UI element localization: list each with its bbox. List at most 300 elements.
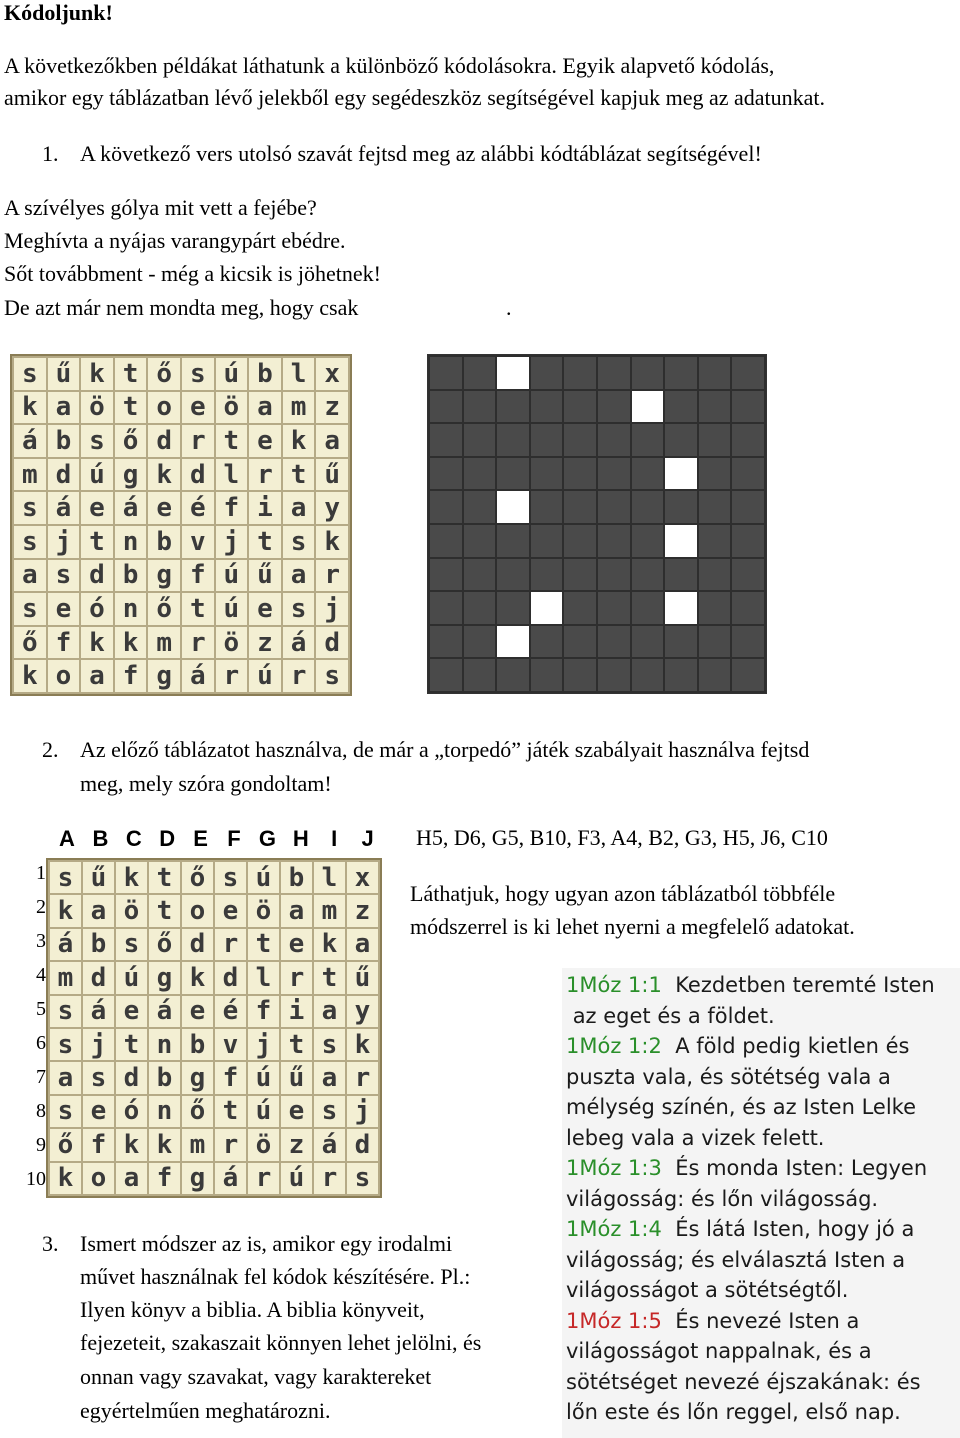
grid-row [13,491,349,525]
mask-cell [530,524,564,558]
verse-ref: 1Móz 1:1 [566,973,662,997]
mask-cell [496,591,530,625]
grid-cell: t [214,1095,247,1128]
grid-cell: ö [80,391,114,425]
column-label: J [361,826,374,851]
grid-cell: ö [215,391,249,425]
grid-cell: a [82,894,115,927]
grid-cell: a [49,1061,82,1094]
grid-cell: i [248,491,282,525]
grid-cell: b [148,1061,181,1094]
grid-cell: e [181,391,215,425]
grid-cell: v [214,1028,247,1061]
column-label: E [193,826,208,851]
verse-ref: 1Móz 1:2 [566,1034,662,1058]
grid-cell: i [280,995,313,1028]
mask-cell [731,423,765,457]
verse-1-line-2: az eget és a földet. [572,1003,775,1028]
mask-cell [429,524,463,558]
grid-cell: z [346,894,379,927]
grid-row [49,1061,379,1094]
grid-cell: d [181,458,215,492]
mask-cell [563,490,597,524]
grid-cell: k [80,357,114,391]
grid-cell: r [247,1162,280,1195]
column-label: A [59,826,75,851]
grid-cell: z [248,626,282,660]
grid-cell: k [282,424,316,458]
grid-cell: á [82,995,115,1028]
grid-cell: r [248,458,282,492]
grid-cell: ű [315,458,349,492]
task3-number: 3. [42,1231,59,1256]
grid-cell: t [313,961,346,994]
task3-line-2: művet használnak fel kódok készítésére. Pl.: [80,1264,471,1289]
mask-cell [530,558,564,592]
grid-row [49,894,379,927]
grid-row [49,1095,379,1128]
grid-cell: d [346,1128,379,1161]
mask-cell [731,356,765,390]
mask-cell [429,457,463,491]
grid-cell: a [315,424,349,458]
grid-cell: k [315,525,349,559]
mask-cell [597,457,631,491]
mask-cell [597,524,631,558]
grid-cell: d [80,559,114,593]
verse-5-line-2: világosságot nappalnak, és a [566,1339,872,1363]
mask-cell [463,356,497,390]
mask-cell [563,457,597,491]
grid-cell: a [282,491,316,525]
grid-cell: b [47,424,81,458]
verse-2-line-3: mélység színén, és az Isten Lelke [566,1095,916,1119]
grid-cell: m [147,626,181,660]
mask-cell [664,558,698,592]
grid-cell: ő [49,1128,82,1161]
grid-cell: ó [80,592,114,626]
mask-cell [496,524,530,558]
grid-cell: e [248,424,282,458]
task1-text: A következő vers utolsó szavát fejtsd meg az alábbi kódtáblázat segítségével! [80,141,762,166]
mask-cell [563,658,597,692]
grid-row [13,592,349,626]
task3-line-4: fejezeteit, szakaszait könnyen lehet jelölni, és [80,1330,482,1355]
grid-row [13,424,349,458]
grid-cell: z [315,391,349,425]
grid-cell: t [247,928,280,961]
grid-cell: r [181,424,215,458]
mask-cell [463,457,497,491]
grid-cell: t [148,894,181,927]
grid-cell: o [82,1162,115,1195]
grid-cell: r [346,1061,379,1094]
grid-cell: ú [215,559,249,593]
grid-cell: f [82,1128,115,1161]
bible-excerpt [562,968,960,1438]
grid-cell: s [13,357,47,391]
mask-cell [530,490,564,524]
grid-cell: k [114,626,148,660]
grid-cell: t [80,525,114,559]
grid-cell: á [214,1162,247,1195]
grid-cell: ő [114,424,148,458]
grid-cell: k [49,1162,82,1195]
grid-cell: n [114,525,148,559]
mask-cell [731,591,765,625]
grid-cell: j [346,1095,379,1128]
grid-cell: d [115,1061,148,1094]
grid-cell: ú [80,458,114,492]
mask-cell [563,356,597,390]
grid-cell: r [181,626,215,660]
grid-cell: r [280,961,313,994]
grid-cell: á [49,928,82,961]
mask-cell [597,490,631,524]
verse-ref: 1Móz 1:5 [566,1308,662,1333]
grid-cell: m [13,458,47,492]
mask-cell [698,524,732,558]
mask-cell [463,658,497,692]
grid-cell: k [13,391,47,425]
grid-cell: y [346,995,379,1028]
grid-cell: b [248,357,282,391]
mask-cell [496,390,530,424]
mask-hole [664,457,698,491]
grid-cell: ű [280,1061,313,1094]
mask-cell [664,625,698,659]
grid-cell: k [80,626,114,660]
mask-cell [463,591,497,625]
mask-cell [731,625,765,659]
grid-cell: á [282,626,316,660]
mask-cell [429,356,463,390]
mask-cell [698,423,732,457]
mask-cell [463,390,497,424]
note-line-1: Láthatjuk, hogy ugyan azon táblázatból többféle [410,881,836,906]
task2-line-1: Az előző táblázatot használva, de már a „torpedó” játék szabályait használva fejtsd [80,737,810,762]
mask-hole [664,591,698,625]
grid-cell: ú [247,1095,280,1128]
mask-cell [698,625,732,659]
grid-cell: e [248,592,282,626]
grid-cell: s [181,357,215,391]
row-label: 10 [26,1168,46,1190]
grid-cell: ő [147,357,181,391]
grid-cell: a [47,391,81,425]
grid-cell: e [280,928,313,961]
task3-line-1: Ismert módszer az is, amikor egy irodalmi [80,1231,453,1256]
grid-cell: á [114,491,148,525]
poem-line-4: De azt már nem mondta meg, hogy csak [4,295,359,320]
mask-cell [429,625,463,659]
mask-cell [631,558,665,592]
grid-cell: á [313,1128,346,1161]
grid-cell: g [148,961,181,994]
mask-cell [597,591,631,625]
verse-2-line-1: 1Móz 1:2 A föld pedig kietlen és [566,1034,910,1058]
poem-end-period: . [506,295,512,320]
grid-cell: s [49,1028,82,1061]
grid-cell: s [82,1061,115,1094]
column-label: G [258,826,276,851]
grid-cell: é [214,995,247,1028]
mask-cell [597,625,631,659]
grid-cell: a [313,1061,346,1094]
grid-cell: s [49,861,82,894]
verse-4-line-3: világosságot a sötétségtől. [566,1278,849,1302]
grid-cell: s [13,592,47,626]
mask-cell [463,490,497,524]
mask-cell [563,524,597,558]
grid-row [49,861,379,894]
grid-cell: b [114,559,148,593]
mask-cell [664,356,698,390]
mask-cell [664,658,698,692]
grid-cell: k [13,659,47,693]
mask-cell [731,390,765,424]
grid-cell: k [313,928,346,961]
grid-cell: ő [148,928,181,961]
mask-cell [631,457,665,491]
grid-row [13,525,349,559]
grid-cell: n [114,592,148,626]
column-label: F [227,826,241,851]
mask-cell [563,591,597,625]
task2-number: 2. [42,737,59,762]
grid-cell: a [13,559,47,593]
verse-3-line-2: világosság: és lőn világosság. [566,1186,879,1211]
mask-cell [530,457,564,491]
grid-cell: d [82,961,115,994]
grid-cell: m [313,894,346,927]
mask-cell [429,390,463,424]
grid-row [13,626,349,660]
grid-row [13,559,349,593]
grid-cell: e [147,491,181,525]
verse-4-line-2: világosság; és elválasztá Isten a [566,1247,906,1272]
mask-cell [631,591,665,625]
task3-line-3: Ilyen könyv a biblia. A biblia könyveit, [80,1297,425,1322]
mask-cell [429,490,463,524]
column-label: C [125,826,142,851]
grid-cell: k [181,961,214,994]
row-label: 4 [36,964,46,986]
mask-hole [530,591,564,625]
verse-2-line-4: lebeg vala a vizek felett. [566,1125,825,1150]
grid-cell: ö [115,894,148,927]
grid-row [49,995,379,1028]
grid-cell: ú [247,1061,280,1094]
mask-cell [530,625,564,659]
grid-cell: ú [280,1162,313,1195]
letter-grid-1 [10,354,352,696]
grid-cell: t [114,357,148,391]
verse-3-line-1: 1Móz 1:3 És monda Isten: Legyen [566,1156,928,1180]
grid-row [13,458,349,492]
poem-line-3: Sőt továbbment - még a kicsik is jöhetnek! [4,261,381,286]
mask-cell [597,390,631,424]
grid-cell: s [115,928,148,961]
grid-cell: e [214,894,247,927]
mask-cell [429,423,463,457]
mask-cell [563,390,597,424]
grid-cell: t [282,458,316,492]
grid-cell: t [115,1028,148,1061]
mask-cell [731,524,765,558]
grid-cell: s [346,1162,379,1195]
grid-cell: a [346,928,379,961]
intro-line-2: amikor egy táblázatban lévő jelekből egy segédeszköz segítségével kapjuk meg az adatunkat. [4,85,826,110]
grid-cell: ó [115,1095,148,1128]
mask-cell [597,356,631,390]
letter-grid-2 [46,858,382,1198]
poem-line-2: Meghívta a nyájas varangypárt ebédre. [4,228,346,253]
mask-cell [530,390,564,424]
mask-hole [496,490,530,524]
row-label: 5 [36,998,46,1020]
grid-cell: ő [147,592,181,626]
grid-cell: s [214,861,247,894]
column-label: I [331,826,338,851]
grid-cell: g [181,1061,214,1094]
mask-cell [429,591,463,625]
row-label: 8 [36,1100,46,1122]
verse-ref: 1Móz 1:4 [566,1217,662,1241]
grid-cell: ű [82,861,115,894]
row-label: 9 [36,1134,46,1156]
grid-cell: a [280,894,313,927]
grid-cell: t [280,1028,313,1061]
task2-line-2: meg, mely szóra gondoltam! [80,771,332,796]
grid-cell: ö [247,894,280,927]
mask-cell [664,390,698,424]
verse-5-line-1: 1Móz 1:5 És nevezé Isten a [566,1308,860,1333]
mask-cell [496,558,530,592]
grid-cell: l [282,357,316,391]
grid-cell: k [49,894,82,927]
grid-cell: j [47,525,81,559]
verse-5-line-4: lőn este és lőn reggel, első nap. [566,1400,901,1424]
grid-cell: a [313,995,346,1028]
grid-cell: b [280,861,313,894]
mask-cell [463,625,497,659]
verse-1-line-1: 1Móz 1:1 Kezdetben teremté Isten [566,973,935,997]
grid-cell: k [147,458,181,492]
mask-cell [631,356,665,390]
grid-cell: t [215,424,249,458]
grid-cell: a [80,659,114,693]
grid-cell: t [181,592,215,626]
grid-cell: f [148,1162,181,1195]
mask-cell [698,356,732,390]
grid-cell: d [181,928,214,961]
task1-number: 1. [42,141,59,166]
mask-cell [698,457,732,491]
grid-cell: ö [215,626,249,660]
grid-cell: s [282,525,316,559]
grid-cell: l [313,861,346,894]
row-label: 6 [36,1032,46,1054]
grid-cell: o [47,659,81,693]
grid-cell: ú [215,357,249,391]
cipher-mask-grid [427,354,767,694]
grid-cell: r [214,928,247,961]
grid-cell: d [147,424,181,458]
mask-cell [530,658,564,692]
grid-cell: ű [248,559,282,593]
grid-cell: n [148,1028,181,1061]
grid-cell: s [313,1095,346,1128]
grid-row [49,1028,379,1061]
grid-cell: ő [13,626,47,660]
grid-cell: g [181,1162,214,1195]
grid-cell: f [214,1061,247,1094]
grid-cell: l [215,458,249,492]
grid-cell: j [82,1028,115,1061]
grid-cell: ű [346,961,379,994]
grid-cell: r [315,559,349,593]
verse-ref: 1Móz 1:3 [566,1156,662,1180]
grid-cell: e [47,592,81,626]
grid-cell: á [181,659,215,693]
mask-cell [463,558,497,592]
grid-cell: s [80,424,114,458]
grid-cell: e [181,995,214,1028]
grid-cell: d [47,458,81,492]
grid-cell: ú [115,961,148,994]
row-label: 7 [36,1066,46,1088]
mask-cell [597,658,631,692]
grid-cell: m [49,961,82,994]
grid-cell: d [315,626,349,660]
mask-cell [731,658,765,692]
verse-2-line-2: puszta vala, és sötétség vala a [566,1064,891,1089]
grid-cell: m [181,1128,214,1161]
grid-cell: r [215,659,249,693]
grid-cell: f [181,559,215,593]
grid-cell: b [147,525,181,559]
grid-row [49,1162,379,1195]
grid-cell: k [115,861,148,894]
grid-cell: k [115,1128,148,1161]
row-label: 1 [36,862,46,884]
grid-cell: a [115,1162,148,1195]
note-line-2: módszerrel is ki lehet nyerni a megfelelő adatokat. [410,914,855,939]
grid-cell: t [148,861,181,894]
column-label: D [159,826,176,851]
poem-line-1: A szívélyes gólya mit vett a fejébe? [4,195,317,220]
task3-line-5: onnan vagy szavakat, vagy karaktereket [80,1364,432,1389]
grid-cell: b [82,928,115,961]
mask-cell [731,558,765,592]
grid-cell: ű [47,357,81,391]
grid-cell: r [214,1128,247,1161]
grid-cell: ö [247,1128,280,1161]
grid-cell: s [47,559,81,593]
mask-cell [698,658,732,692]
grid-cell: f [114,659,148,693]
grid-row [49,961,379,994]
mask-cell [530,356,564,390]
grid-cell: s [282,592,316,626]
grid-cell: l [247,961,280,994]
mask-cell [597,423,631,457]
grid-cell: e [115,995,148,1028]
grid-cell: x [346,861,379,894]
grid-cell: e [280,1095,313,1128]
mask-cell [631,658,665,692]
